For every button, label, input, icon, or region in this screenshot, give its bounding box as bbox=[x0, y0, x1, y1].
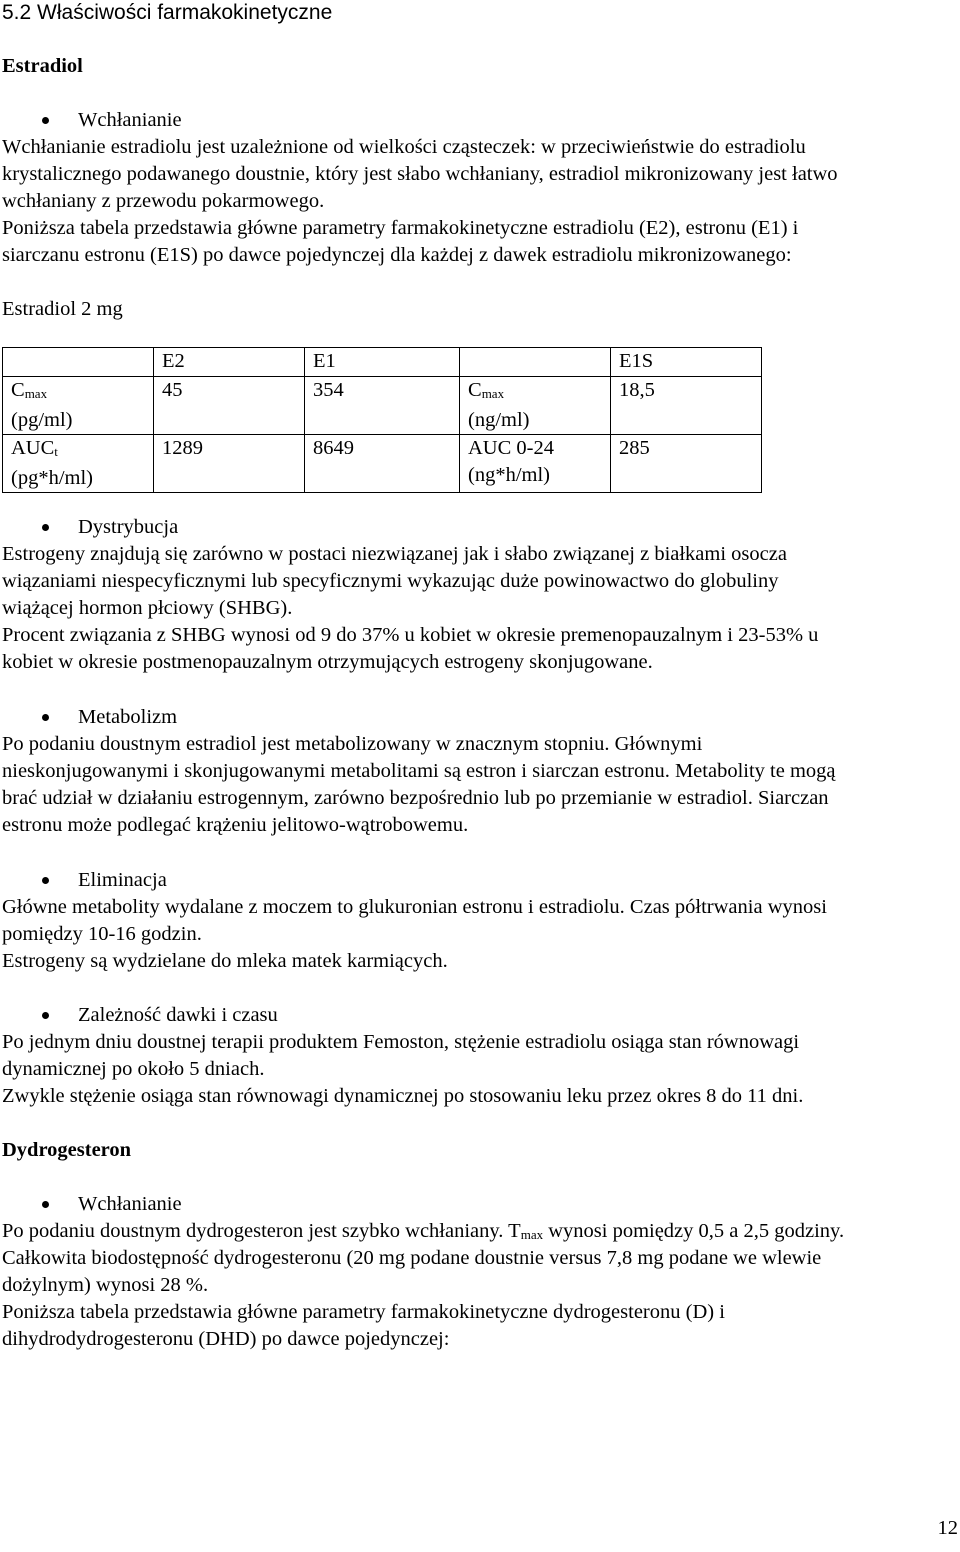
section-title: 5.2 Właściwości farmakokinetyczne bbox=[2, 1, 333, 24]
paragraph-line: Całkowita biodostępność dydrogesteronu (20 mg podane doustnie versus 7,8 mg podane we wlewie bbox=[2, 1247, 822, 1269]
paragraph-line: wiązaniami niespecyficznymi lub specyficznymi wykazując duże powinowactwo do globuliny bbox=[2, 570, 779, 592]
bullet-dose-time-label: Zależność dawki i czasu bbox=[78, 1004, 278, 1026]
table-cell: 1289 bbox=[154, 435, 305, 493]
paragraph-line: dożylnym) wynosi 28 %. bbox=[2, 1274, 209, 1296]
pk-table bbox=[2, 347, 762, 493]
cell-unit: (pg/ml) bbox=[11, 409, 73, 431]
table-cell bbox=[460, 377, 611, 435]
table-cell: E2 bbox=[154, 348, 305, 377]
bullet-absorption-label: Wchłanianie bbox=[78, 1193, 182, 1215]
cell-label-sub: t bbox=[54, 444, 58, 459]
paragraph-line: siarczanu estronu (E1S) po dawce pojedynczej dla każdej z dawek estradiolu mikronizowanego: bbox=[2, 244, 792, 266]
bullet-metabolism-label: Metabolizm bbox=[78, 706, 178, 728]
bullet-distribution-label: Dystrybucja bbox=[78, 516, 179, 538]
bullet-dot-icon bbox=[42, 117, 49, 124]
table-cell: E1S bbox=[611, 348, 762, 377]
paragraph-line: Poniższa tabela przedstawia główne parametry farmakokinetyczne estradiolu (E2), estronu (E1) i bbox=[2, 217, 799, 239]
cell-label: C bbox=[11, 379, 25, 401]
dose-label: Estradiol 2 mg bbox=[2, 298, 123, 320]
table-cell bbox=[3, 348, 154, 377]
cell-unit: (ng*h/ml) bbox=[468, 464, 550, 486]
bullet-elimination-label: Eliminacja bbox=[78, 869, 167, 891]
table-cell: 18,5 bbox=[611, 377, 762, 435]
paragraph-line: estronu może podlegać krążeniu jelitowo-wątrobowemu. bbox=[2, 814, 469, 836]
cell-unit: (ng/ml) bbox=[468, 409, 530, 431]
paragraph-line: krystalicznego podawanego doustnie, który jest słabo wchłaniany, estradiol mikronizowany jest łatwo bbox=[2, 163, 838, 185]
table-cell bbox=[460, 348, 611, 377]
table-row bbox=[3, 435, 762, 493]
bullet-dot-icon bbox=[42, 1012, 49, 1019]
table-cell: 8649 bbox=[305, 435, 460, 493]
table-cell bbox=[460, 435, 611, 493]
paragraph-line: dynamicznej po około 5 dniach. bbox=[2, 1058, 265, 1080]
text-run: wynosi pomiędzy 0,5 a 2,5 godziny. bbox=[543, 1220, 845, 1242]
paragraph-line: wiążącej hormon płciowy (SHBG). bbox=[2, 597, 293, 619]
table-row bbox=[3, 348, 762, 377]
paragraph-line: Estrogeny są wydzielane do mleka matek karmiących. bbox=[2, 950, 448, 972]
bullet-absorption-label: Wchłanianie bbox=[78, 109, 182, 131]
table-cell bbox=[3, 377, 154, 435]
cell-label-sub: max bbox=[24, 386, 48, 401]
paragraph-line: nieskonjugowanymi i skonjugowanymi metabolitami są estron i siarczan estronu. Metabolity te mogą bbox=[2, 760, 836, 782]
paragraph-line: Zwykle stężenie osiąga stan równowagi dynamicznej po stosowaniu leku przez okres 8 do 11 dni. bbox=[2, 1085, 804, 1107]
bullet-dot-icon bbox=[42, 1201, 49, 1208]
paragraph-line: Po podaniu doustnym estradiol jest metabolizowany w znacznym stopniu. Głównymi bbox=[2, 733, 703, 755]
page-number: 12 bbox=[937, 1517, 958, 1539]
paragraph-line: Procent związania z SHBG wynosi od 9 do 37% u kobiet w okresie premenopauzalnym i 23-53% u bbox=[2, 624, 819, 646]
text-run: Po podaniu doustnym dydrogesteron jest szybko wchłaniany. T bbox=[2, 1220, 521, 1242]
paragraph-line bbox=[2, 1218, 844, 1248]
paragraph-line: kobiet w okresie postmenopauzalnym otrzymujących estrogeny skonjugowane. bbox=[2, 651, 653, 673]
table-cell bbox=[3, 435, 154, 493]
table-cell: 354 bbox=[305, 377, 460, 435]
table-cell: 285 bbox=[611, 435, 762, 493]
paragraph-line: Estrogeny znajdują się zarówno w postaci niezwiązanej jak i słabo związanej z białkami osocza bbox=[2, 543, 787, 565]
table-cell: E1 bbox=[305, 348, 460, 377]
cell-label: AUC bbox=[11, 437, 55, 459]
cell-label: C bbox=[468, 379, 482, 401]
table-cell: 45 bbox=[154, 377, 305, 435]
bullet-dot-icon bbox=[42, 524, 49, 531]
bullet-dot-icon bbox=[42, 877, 49, 884]
paragraph-line: brać udział w działaniu estrogennym, zarówno bezpośrednio lub po przemianie w estradiol. Siarczan bbox=[2, 787, 829, 809]
paragraph-line: wchłaniany z przewodu pokarmowego. bbox=[2, 190, 325, 212]
cell-unit: (pg*h/ml) bbox=[11, 467, 93, 489]
text-sub: max bbox=[520, 1227, 544, 1242]
paragraph-line: pomiędzy 10-16 godzin. bbox=[2, 923, 202, 945]
dydrogesterone-heading: Dydrogesteron bbox=[2, 1139, 132, 1161]
paragraph-line: Główne metabolity wydalane z moczem to glukuronian estronu i estradiolu. Czas półtrwania wynosi bbox=[2, 896, 827, 918]
cell-label: AUC 0-24 bbox=[468, 437, 554, 459]
bullet-dot-icon bbox=[42, 714, 49, 721]
cell-label-sub: max bbox=[481, 386, 505, 401]
paragraph-line: dihydrodydrogesteronu (DHD) po dawce pojedynczej: bbox=[2, 1328, 450, 1350]
paragraph-line: Po jednym dniu doustnej terapii produktem Femoston, stężenie estradiolu osiąga stan równowagi bbox=[2, 1031, 800, 1053]
table-row bbox=[3, 377, 762, 435]
estradiol-heading: Estradiol bbox=[2, 55, 83, 77]
paragraph-line: Poniższa tabela przedstawia główne parametry farmakokinetyczne dydrogesteronu (D) i bbox=[2, 1301, 725, 1323]
paragraph-line: Wchłanianie estradiolu jest uzależnione od wielkości cząsteczek: w przeciwieństwie do estradiolu bbox=[2, 136, 806, 158]
